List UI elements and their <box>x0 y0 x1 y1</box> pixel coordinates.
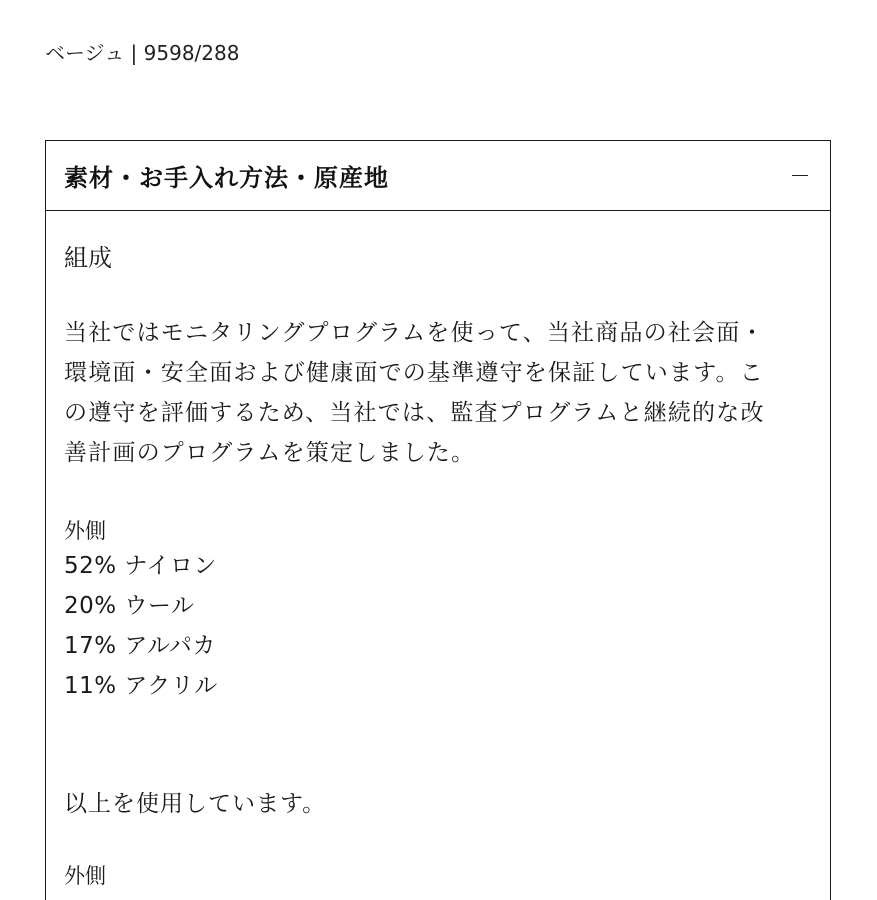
materials-care-origin-accordion <box>45 140 831 900</box>
product-color-reference: ベージュ | 9598/288 <box>45 41 240 65</box>
accordion-body <box>46 241 830 891</box>
minus-icon[interactable] <box>792 175 808 176</box>
paragraph-line: 環境面・安全面および健康面での基準遵守を保証しています。こ <box>64 360 764 386</box>
material-list <box>64 546 812 706</box>
material-item: 52% ナイロン <box>64 553 217 579</box>
usage-summary: 以上を使用しています。 <box>64 791 327 817</box>
composition-heading: 組成 <box>64 244 112 272</box>
material-item: 11% アクリル <box>64 673 218 699</box>
accordion-header[interactable] <box>46 141 830 211</box>
material-item: 17% アルパカ <box>64 633 216 659</box>
monitoring-program-paragraph <box>64 313 804 473</box>
outer-label-2: 外側 <box>64 864 106 888</box>
paragraph-line: の遵守を評価するため、当社では、監査プログラムと継続的な改 <box>64 400 765 426</box>
accordion-title: 素材・お手入れ方法・原産地 <box>64 164 389 192</box>
paragraph-line: 善計画のプログラムを策定しました。 <box>64 440 476 466</box>
material-item: 20% ウール <box>64 593 195 619</box>
outer-label: 外側 <box>64 519 106 543</box>
paragraph-line: 当社ではモニタリングプログラムを使って、当社商品の社会面・ <box>64 320 765 346</box>
